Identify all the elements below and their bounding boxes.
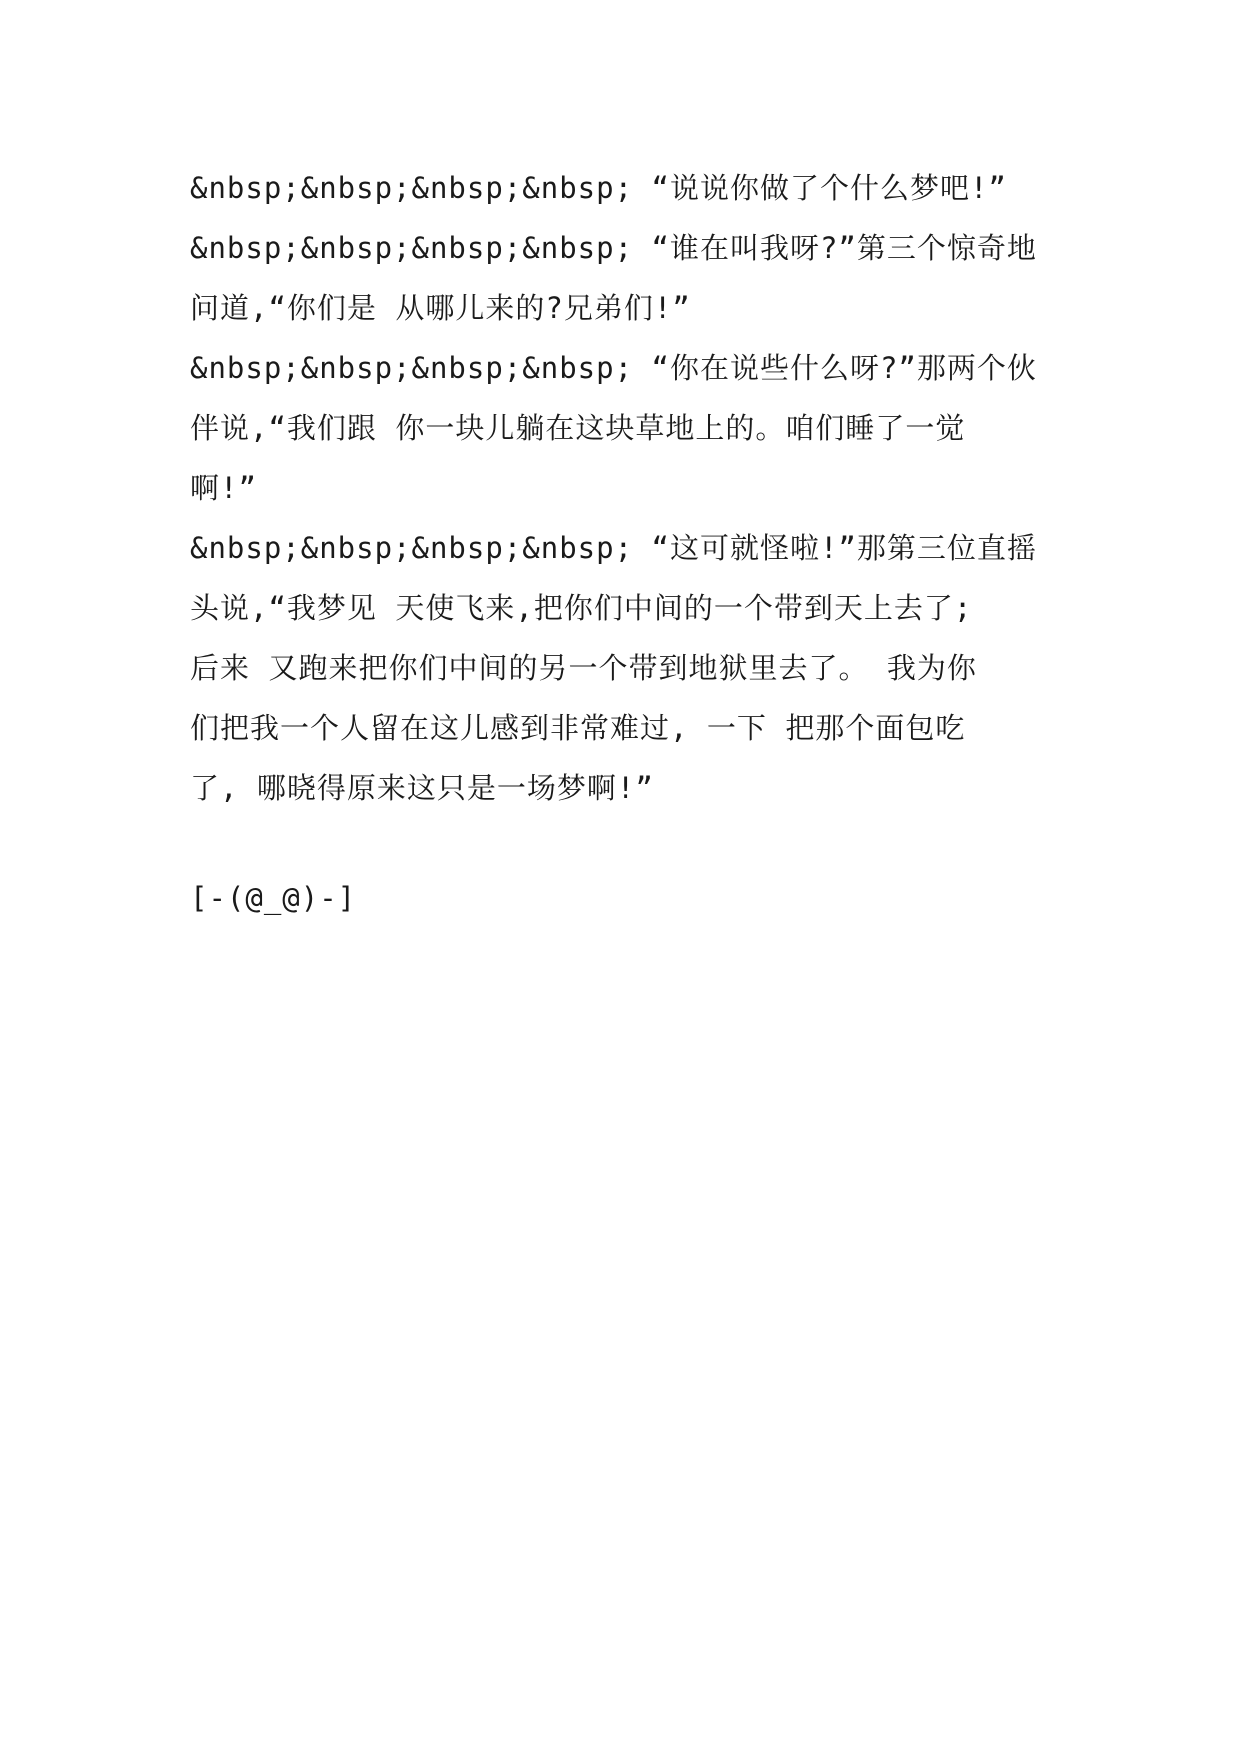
text-line: &nbsp;&nbsp;&nbsp;&nbsp; “说说你做了个什么梦吧!”: [190, 171, 1007, 205]
paragraph-gap: [190, 818, 1050, 868]
text-line: 头说,“我梦见 天使飞来,把你们中间的一个带到天上去了;: [190, 591, 973, 625]
text-line: 问道,“你们是 从哪儿来的?兄弟们!”: [190, 291, 691, 325]
emoticon-text: [-(@_@)-]: [190, 881, 357, 915]
text-line: 啊!”: [190, 471, 257, 505]
text-line: 后来 又跑来把你们中间的另一个带到地狱里去了。 我为你: [190, 651, 977, 685]
text-line: 伴说,“我们跟 你一块儿躺在这块草地上的。咱们睡了一觉: [190, 411, 966, 445]
text-line: 了, 哪晓得原来这只是一场梦啊!”: [190, 771, 654, 805]
text-line: &nbsp;&nbsp;&nbsp;&nbsp; “谁在叫我呀?”第三个惊奇地: [190, 231, 1037, 265]
document-body: [190, 158, 1050, 928]
text-line: &nbsp;&nbsp;&nbsp;&nbsp; “这可就怪啦!”那第三位直摇: [190, 531, 1037, 565]
text-line: &nbsp;&nbsp;&nbsp;&nbsp; “你在说些什么呀?”那两个伙: [190, 351, 1037, 385]
text-line: 们把我一个人留在这儿感到非常难过, 一下 把那个面包吃: [190, 711, 966, 745]
